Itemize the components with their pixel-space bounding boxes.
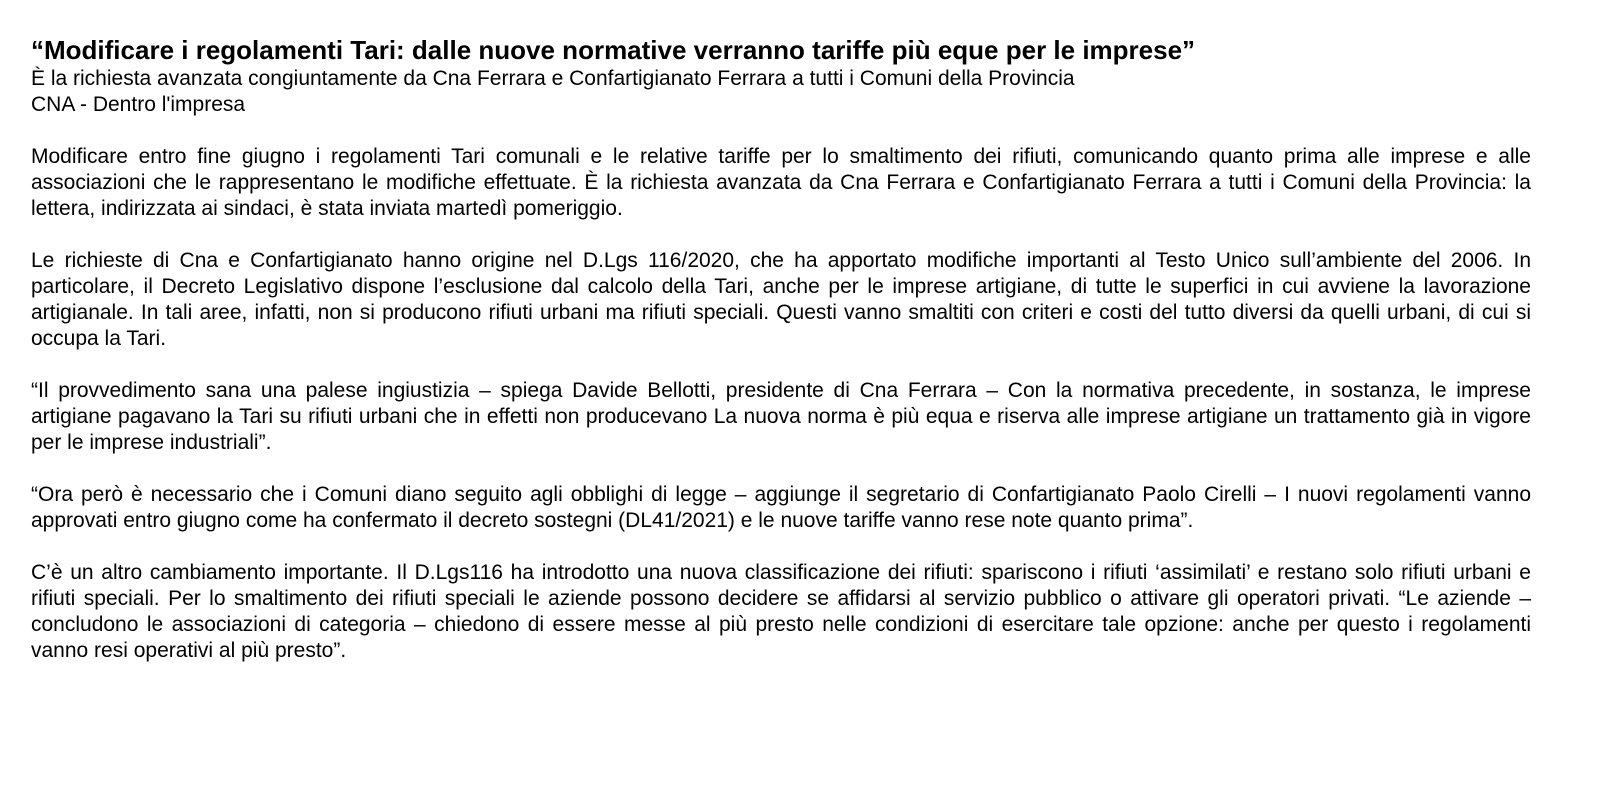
article-title: “Modificare i regolamenti Tari: dalle nuove normative verranno tariffe più eque per le imprese” [31,35,1196,65]
article-body [31,144,1531,664]
paragraph-2: Le richieste di Cna e Confartigianato hanno origine nel D.Lgs 116/2020, che ha apportato modifiche importanti al Testo Unico sull’ambiente del 2006. In particolare, il Decreto Legislativo dispone l’esclusione dal calcolo della Tari, anche per le imprese artigiane, di tutte le superfici in cui avviene la lavorazione artigianale. In tali aree, infatti, non si producono rifiuti urbani ma rifiuti speciali. Questi vanno smaltiti con criteri e costi del tutto diversi da quelli urbani, di cui si occupa la Tari. [31,249,1531,350]
article [31,34,1531,664]
paragraph-5: C’è un altro cambiamento importante. Il D.Lgs116 ha introdotto una nuova classificazione dei rifiuti: spariscono i rifiuti ‘assimilati’ e restano solo rifiuti urbani e rifiuti speciali. Per lo smaltimento dei rifiuti speciali le aziende possono decidere se affidarsi al servizio pubblico o attivare gli operatori privati. “Le aziende – concludono le associazioni di categoria – chiedono di essere messe al più presto nelle condizioni di esercitare tale opzione: anche per questo i regolamenti vanno resi operativi al più presto”. [31,561,1531,662]
article-subtitle: È la richiesta avanzata congiuntamente da Cna Ferrara e Confartigianato Ferrara a tutti i Comuni della Provincia [31,67,1075,90]
paragraph-3: “Il provvedimento sana una palese ingiustizia – spiega Davide Bellotti, presidente di Cna Ferrara – Con la normativa precedente, in sostanza, le imprese artigiane pagavano la Tari su rifiuti urbani che in effetti non producevano La nuova norma è più equa e riserva alle imprese artigiane un trattamento già in vigore per le imprese industriali”. [31,379,1531,454]
article-source: CNA - Dentro l'impresa [31,93,246,116]
paragraph-1: Modificare entro fine giugno i regolamenti Tari comunali e le relative tariffe per lo smaltimento dei rifiuti, comunicando quanto prima alle imprese e alle associazioni che le rappresentano le modifiche effettuate. È la richiesta avanzata da Cna Ferrara e Confartigianato Ferrara a tutti i Comuni della Provincia: la lettera, indirizzata ai sindaci, è stata inviata martedì pomeriggio. [31,145,1531,220]
paragraph-4: “Ora però è necessario che i Comuni diano seguito agli obblighi di legge – aggiunge il segretario di Confartigianato Paolo Cirelli – I nuovi regolamenti vanno approvati entro giugno come ha confermato il decreto sostegni (DL41/2021) e le nuove tariffe vanno rese note quanto prima”. [31,483,1531,532]
